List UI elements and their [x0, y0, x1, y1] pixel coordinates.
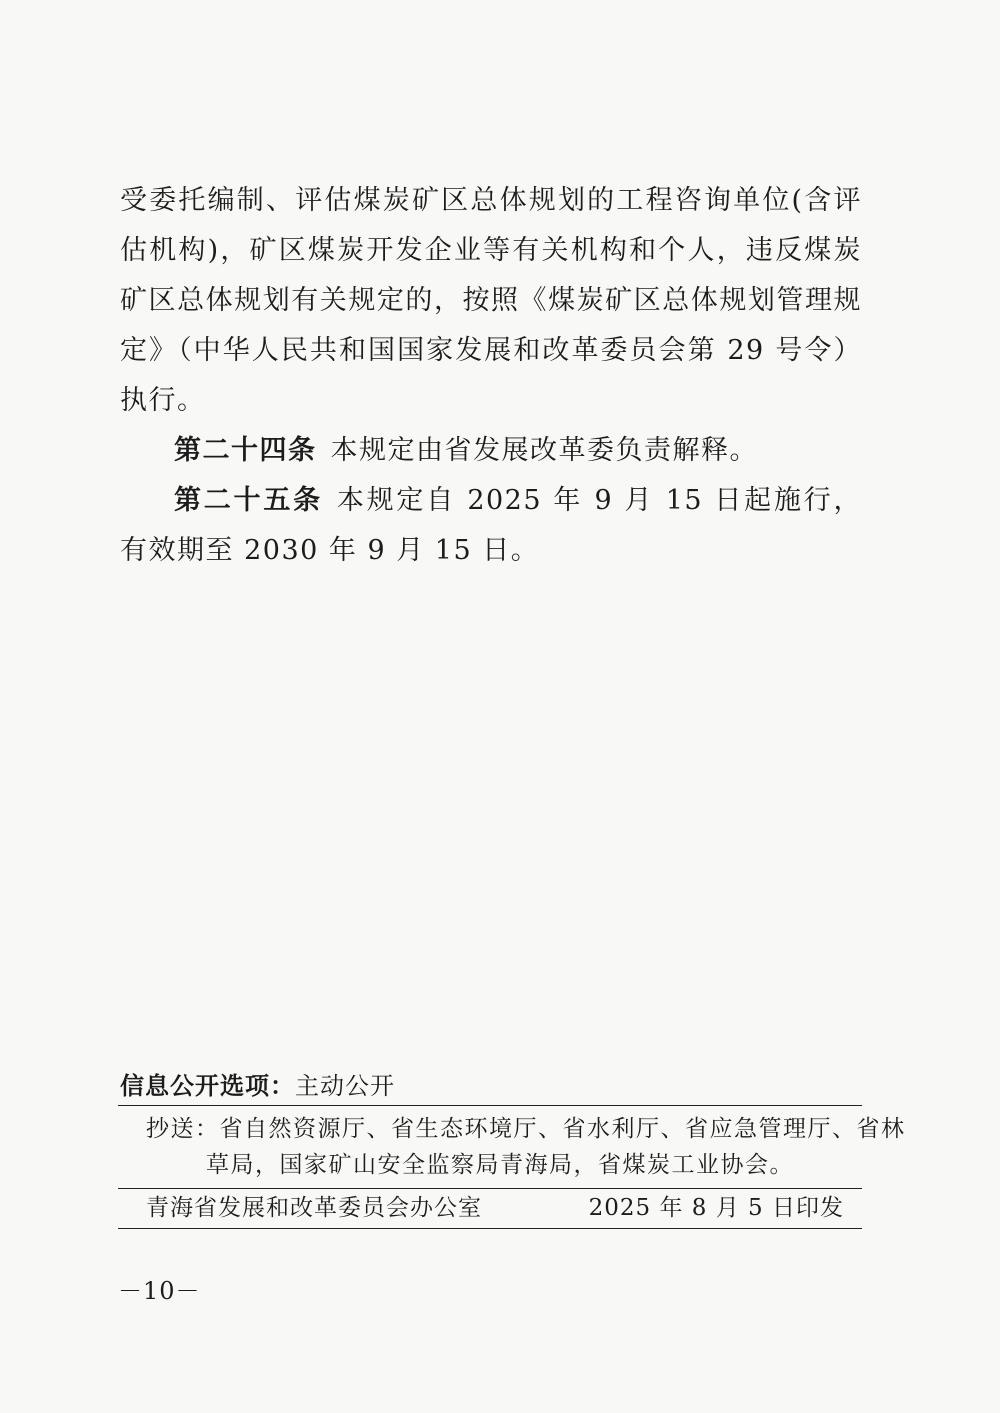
cc-recipients-1: 省自然资源厅、省生态环境厅、省水利厅、省应急管理厅、省林 [219, 1116, 906, 1142]
issue-date: 2025 年 8 月 5 日印发 [588, 1195, 844, 1221]
article-24-number: 第二十四条 [174, 435, 317, 466]
cc-line-1 [146, 1111, 906, 1147]
article-25 [120, 476, 862, 576]
article-25-text: 本规定自 2025 年 9 月 15 日起施行，有效期至 2030 年 9 月 15 日。 [120, 485, 862, 566]
article-23-continuation: 受委托编制、评估煤炭矿区总体规划的工程咨询单位(含评估机构)，矿区煤炭开发企业等有关机构和个人，违反煤炭矿区总体规划有关规定的，按照《煤炭矿区总体规划管理规定》（中华人民共和国国家发展和改革委员会第 29 号令）执行。 [120, 185, 862, 416]
issuer-name: 青海省发展和改革委员会办公室 [146, 1195, 482, 1221]
footer-rule-middle [118, 1188, 862, 1189]
page-number: －10－ [118, 1277, 201, 1305]
article-24-text: 本规定由省发展改革委负责解释。 [330, 435, 758, 466]
issuer-row [146, 1190, 844, 1226]
article-24 [120, 426, 862, 476]
disclosure-value: 主动公开 [295, 1072, 395, 1100]
disclosure-label: 信息公开选项： [120, 1072, 295, 1100]
footer-rule-bottom [118, 1228, 862, 1229]
footer-rule-top [118, 1105, 862, 1106]
article-25-number: 第二十五条 [174, 485, 323, 516]
disclosure-option [120, 1068, 395, 1104]
document-body [120, 176, 862, 576]
cc-line-2: 草局，国家矿山安全监察局青海局，省煤炭工业协会。 [206, 1152, 794, 1178]
cc-label: 抄送： [146, 1116, 220, 1142]
cc-list [146, 1111, 906, 1183]
